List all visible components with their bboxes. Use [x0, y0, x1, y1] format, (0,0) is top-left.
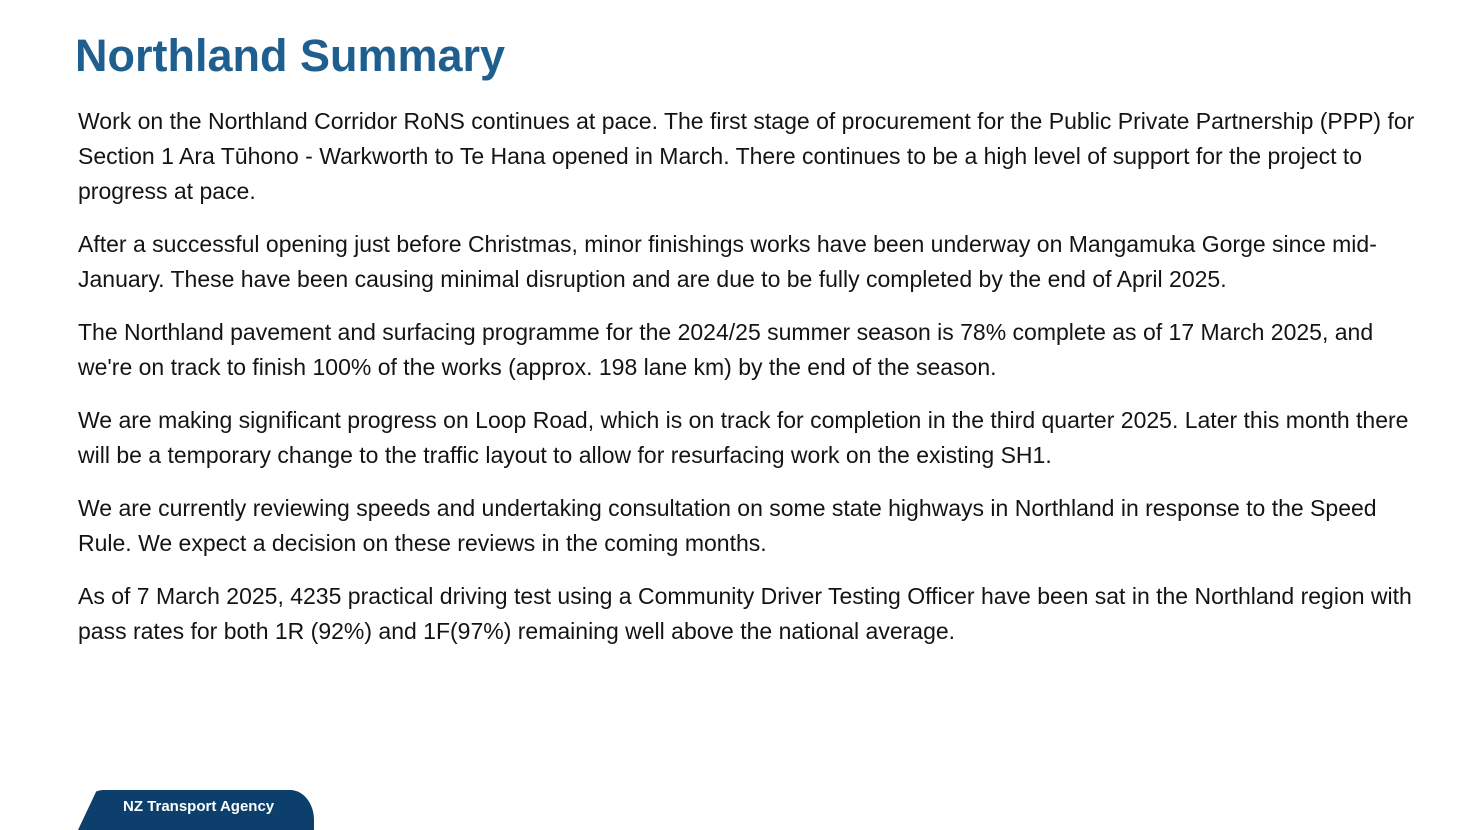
- paragraph-mangamuka-gorge: After a successful opening just before Christmas, minor finishings works have been underway on Mangamuka Gorge since mid-January. These have been causing minimal disruption and are due to be fully completed by the end of April 2025.: [78, 231, 1377, 292]
- paragraph-northland-corridor: Work on the Northland Corridor RoNS continues at pace. The first stage of procurement for the Public Private Partnership (PPP) for Section 1 Ara Tūhono - Warkworth to Te Hana opened in March. There continues to be a high level of support for the project to progress at pace.: [78, 108, 1415, 204]
- paragraph-pavement-surfacing: The Northland pavement and surfacing programme for the 2024/25 summer season is 78% complete as of 17 March 2025, and we're on track to finish 100% of the works (approx. 198 lane km) by the end of the season.: [78, 319, 1374, 380]
- page-title: Northland Summary: [75, 30, 506, 81]
- paragraph-driver-testing: As of 7 March 2025, 4235 practical driving test using a Community Driver Testing Officer have been sat in the Northland region with pass rates for both 1R (92%) and 1F(97%) remaining well above the national average.: [78, 583, 1412, 644]
- footer-brand-label: NZ Transport Agency: [123, 798, 275, 815]
- summary-body: [78, 104, 1418, 667]
- paragraph-loop-road: We are making significant progress on Loop Road, which is on track for completion in the third quarter 2025. Later this month there will be a temporary change to the traffic layout to allow for resurfacing work on the existing SH1.: [78, 407, 1409, 468]
- paragraph-speed-review: We are currently reviewing speeds and undertaking consultation on some state highways in Northland in response to the Speed Rule. We expect a decision on these reviews in the coming months.: [78, 495, 1377, 556]
